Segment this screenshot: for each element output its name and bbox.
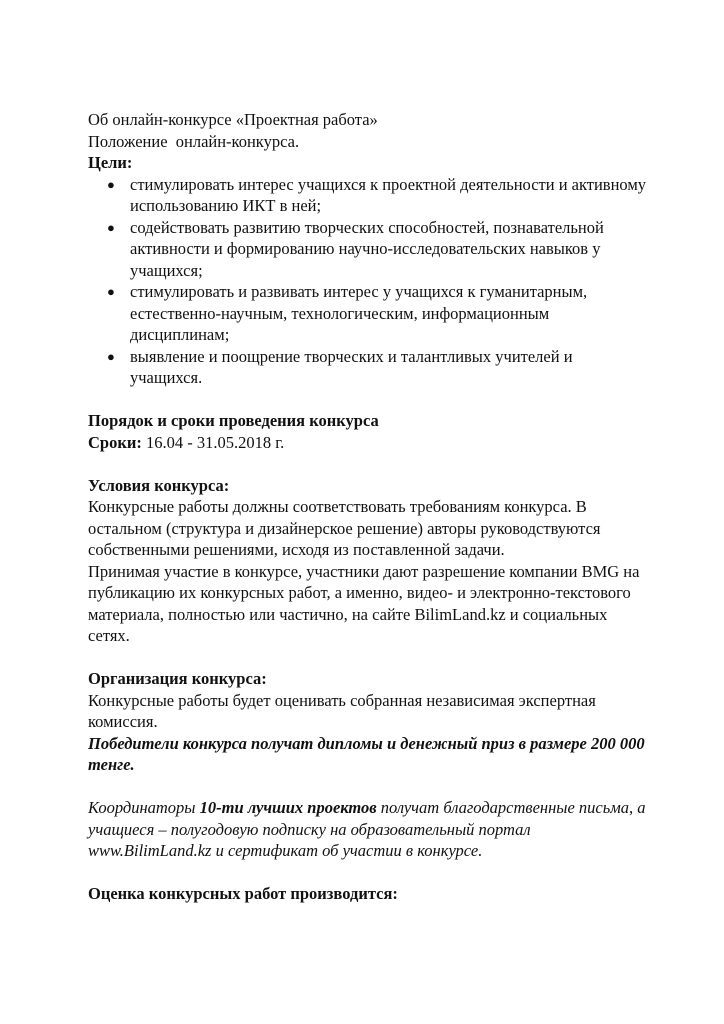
bullet-icon: ● [107,284,115,299]
terms-value: 16.04 - 31.05.2018 г. [141,432,285,452]
terms-label: Сроки: [88,432,142,452]
organization-heading: Организация конкурса: [88,669,267,688]
order-heading: Порядок и сроки проведения конкурса [88,411,379,430]
goal-text: содействовать развитию творческих способностей, познавательной активности и формированию научно-исследовательских навыков у учащихся; [130,217,604,280]
goal-text: стимулировать интерес учащихся к проектной деятельности и активному использованию ИКТ в ней; [130,174,647,215]
goal-item [88,281,648,346]
evaluation-heading: Оценка конкурсных работ производится: [88,884,398,903]
conditions-heading: Условия конкурса: [88,475,230,495]
regulations-title: Положение онлайн-конкурса. [88,131,300,151]
goals-list [88,174,648,389]
contest-title: Об онлайн-конкурсе «Проектная работа» [88,110,378,129]
goal-text: стимулировать и развивать интерес у учащихся к гуманитарным, естественно-научным, технологическим, информационным дисциплинам; [130,282,588,344]
top-projects-emphasis: 10-ти лучших проектов [199,798,377,817]
coordinators-text-start: Координаторы [88,798,200,817]
winners-prize-paragraph: Победители конкурса получат дипломы и денежный приз в размере 200 000 тенге. [88,733,649,774]
bullet-icon: ● [107,176,115,192]
conditions-paragraph: Конкурсные работы должны соответствовать требованиям конкурса. В остальном (структура и дизайнерское решение) авторы руководствуются собственными решениями, исходя из поставленной задачи. [88,497,605,559]
bullet-icon: ● [107,219,115,235]
goals-heading: Цели: [88,153,133,172]
terms-line [88,432,648,454]
goal-text: выявление и поощрение творческих и талантливых учителей и учащихся. [130,346,573,387]
coordinators-text-end: получат благодарственные письма, а учащиеся – полугодовую подписку на образовательный портал www.BilimLand.kz и сертификат об участии в конкурсе. [88,798,650,860]
bullet-icon: ● [107,348,115,364]
goal-item [88,217,648,282]
coordinators-paragraph [88,797,648,862]
document-body [88,109,648,905]
jury-paragraph: Конкурсные работы будет оценивать собранная независимая экспертная комиссия. [88,690,600,731]
goal-item [88,346,648,389]
permission-paragraph: Принимая участие в конкурсе, участники дают разрешение компании BMG на публикацию их конкурсных работ, а именно, видео- и электронно-текстового материала, полностью или частично, на сайте BilimLand.kz и социальных сетях. [88,561,644,645]
goal-item [88,174,648,217]
